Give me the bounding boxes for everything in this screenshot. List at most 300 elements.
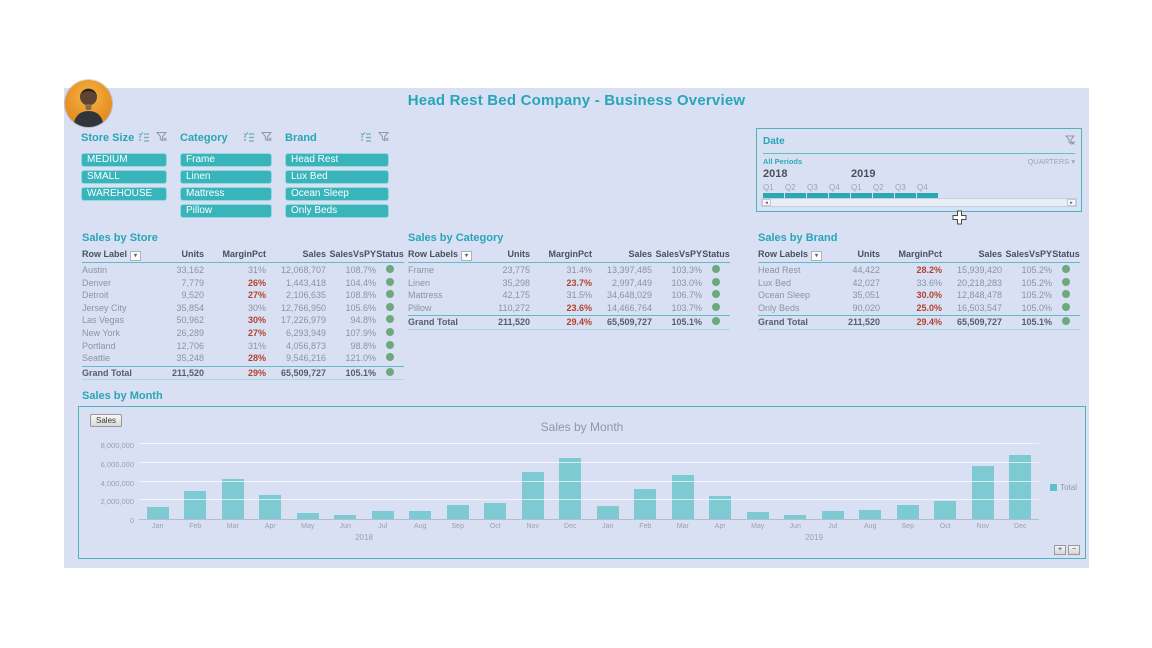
- column-header-salesvspy: SalesVsPY: [329, 249, 376, 260]
- pivot-sales-by-store: [82, 232, 404, 380]
- pivot-header-row: [408, 248, 730, 263]
- slicer-item-only-beds[interactable]: Only Beds: [285, 204, 389, 218]
- status-cell: [702, 316, 730, 329]
- bar-slot: [702, 444, 740, 519]
- units-value: 7,779: [181, 277, 204, 288]
- slicer-item-small[interactable]: SMALL: [81, 170, 167, 184]
- table-row-ocean-sleep: [758, 289, 1080, 302]
- quarter-label-2018-q3[interactable]: Q3: [807, 183, 818, 192]
- margin-pct-value: 30.0%: [916, 290, 942, 301]
- table-row-jersey-city: [82, 302, 404, 315]
- clear-filter-icon[interactable]: [261, 129, 272, 147]
- bar-2019-may: [747, 512, 769, 519]
- month-label-2018-mar: Mar: [226, 523, 239, 530]
- row-label: Mattress: [408, 290, 443, 301]
- collapse-field-button[interactable]: −: [1068, 545, 1080, 555]
- sales-value: 14,466,764: [606, 302, 652, 313]
- month-label-2019-mar: Mar: [676, 523, 689, 530]
- bar-2018-feb: [184, 491, 206, 519]
- slicer-item-medium[interactable]: MEDIUM: [81, 153, 167, 167]
- status-green-icon: [712, 303, 720, 311]
- table-row-lux-bed: [758, 277, 1080, 290]
- sales-value: 13,397,485: [606, 265, 652, 275]
- sales-value: 12,766,950: [280, 302, 326, 313]
- year-label-2018: 2018: [763, 168, 788, 180]
- row-label: Seattle: [82, 353, 111, 364]
- month-label-2018-aug: Aug: [414, 523, 427, 530]
- scroll-left-icon[interactable]: ◂: [762, 199, 771, 206]
- row-label: Ocean Sleep: [758, 290, 811, 301]
- sales-value: 2,997,449: [611, 277, 652, 288]
- month-label-2018-sep: Sep: [451, 523, 464, 530]
- y-tick-8-000-000: 8,000,000: [100, 441, 134, 450]
- status-green-icon: [1062, 317, 1070, 325]
- pivot-sales-by-brand: [758, 232, 1080, 330]
- quarter-label-2018-q1[interactable]: Q1: [763, 183, 774, 192]
- row-label: Lux Bed: [758, 277, 792, 288]
- status-green-icon: [386, 290, 394, 298]
- slicer-brand: [285, 129, 389, 221]
- margin-pct-value: 27%: [247, 290, 266, 301]
- status-cell: [702, 289, 730, 302]
- column-header-marginpct: MarginPct: [898, 249, 942, 260]
- quarter-label-2019-q3[interactable]: Q3: [895, 183, 906, 192]
- chart-title: Sales by Month: [540, 420, 624, 434]
- bar-2018-dec: [559, 458, 581, 519]
- clear-filter-icon[interactable]: [378, 129, 389, 147]
- status-cell: [702, 302, 730, 315]
- status-cell: [1052, 289, 1080, 302]
- row-labels-filter-dropdown[interactable]: ▾: [461, 251, 472, 261]
- pivot-title: Sales by Brand: [758, 232, 838, 244]
- row-labels-filter-dropdown[interactable]: ▾: [130, 251, 141, 261]
- sales-vs-py-value: 94.8%: [350, 315, 376, 326]
- row-labels-header: Row Label ▾: [82, 248, 160, 261]
- sales-value: 16,503,547: [956, 302, 1002, 313]
- units-value: 35,298: [502, 277, 530, 288]
- month-label-2018-oct: Oct: [489, 523, 501, 530]
- quarter-label-2019-q1[interactable]: Q1: [851, 183, 862, 192]
- status-green-icon: [386, 368, 394, 376]
- slicer-title: Store Size: [81, 132, 135, 144]
- sales-value: 1,443,418: [285, 277, 326, 288]
- column-header-units: Units: [857, 249, 880, 260]
- sales-value: 34,648,029: [606, 290, 652, 301]
- gridline: [139, 499, 1039, 500]
- sales-vs-py-value: 103.0%: [671, 277, 702, 288]
- slicer-item-linen[interactable]: Linen: [180, 170, 272, 184]
- bar-2019-oct: [934, 501, 956, 519]
- bar-2019-nov: [972, 466, 994, 519]
- units-value: 211,520: [847, 317, 880, 328]
- row-labels-header: Row Labels ▾: [758, 248, 836, 261]
- grand-total-row: [758, 315, 1080, 330]
- clear-filter-icon[interactable]: [1065, 132, 1075, 150]
- margin-pct-value: 23.7%: [566, 277, 592, 288]
- status-cell: [376, 264, 404, 277]
- bar-slot: [514, 444, 552, 519]
- units-value: 44,422: [852, 265, 880, 275]
- status-green-icon: [386, 278, 394, 286]
- sales-vs-py-value: 105.2%: [1021, 290, 1052, 301]
- bar-slot: [402, 444, 440, 519]
- bar-slot: [327, 444, 365, 519]
- table-row-seattle: [82, 352, 404, 365]
- clear-filter-icon[interactable]: [156, 129, 167, 147]
- table-row-linen: [408, 277, 730, 290]
- table-row-pillow: [408, 302, 730, 315]
- quarter-label-2019-q2[interactable]: Q2: [873, 183, 884, 192]
- date-slicer-title: Date: [763, 135, 785, 147]
- month-label-2019-dec: Dec: [1014, 523, 1027, 530]
- row-label: Head Rest: [758, 265, 801, 275]
- row-label: Only Beds: [758, 302, 800, 313]
- margin-pct-value: 31.4%: [566, 265, 592, 275]
- gridline: [139, 481, 1039, 482]
- column-header-sales: Sales: [302, 249, 326, 260]
- status-cell: [376, 367, 404, 380]
- table-row-head-rest: [758, 264, 1080, 277]
- status-cell: [376, 302, 404, 315]
- bar-2018-nov: [522, 472, 544, 519]
- sales-value: 17,226,979: [280, 315, 326, 326]
- bar-slot: [889, 444, 927, 519]
- row-label: Grand Total: [82, 367, 132, 378]
- bar-slot: [964, 444, 1002, 519]
- x-axis-year-labels: [139, 533, 1039, 542]
- sales-vs-py-value: 105.1%: [1021, 317, 1052, 328]
- bar-slot: [252, 444, 290, 519]
- margin-pct-value: 30%: [247, 315, 266, 326]
- status-cell: [376, 327, 404, 340]
- scroll-right-icon[interactable]: ▸: [1067, 199, 1076, 206]
- sales-vs-py-value: 108.8%: [345, 290, 376, 301]
- slicer-item-frame[interactable]: Frame: [180, 153, 272, 167]
- row-label: Las Vegas: [82, 315, 125, 326]
- bar-slot: [289, 444, 327, 519]
- sales-vs-py-value: 108.7%: [345, 265, 376, 275]
- expand-field-button[interactable]: +: [1054, 545, 1066, 555]
- units-value: 26,289: [176, 327, 204, 338]
- status-green-icon: [1062, 303, 1070, 311]
- sales-vs-py-value: 105.1%: [345, 367, 376, 378]
- table-row-denver: [82, 277, 404, 290]
- row-label: Jersey City: [82, 302, 127, 313]
- bar-2019-sep: [897, 505, 919, 519]
- month-label-2018-jan: Jan: [152, 523, 164, 530]
- pivotchart-buttons: [1054, 545, 1080, 555]
- bar-2019-mar: [672, 475, 694, 519]
- column-header-status: Status: [702, 249, 730, 260]
- bar-slot: [852, 444, 890, 519]
- bar-2018-may: [297, 513, 319, 519]
- sales-value: 65,509,727: [280, 367, 326, 378]
- status-cell: [376, 352, 404, 365]
- slicer-item-warehouse[interactable]: WAREHOUSE: [81, 187, 167, 201]
- legend-swatch-total: [1050, 484, 1057, 491]
- status-cell: [1052, 264, 1080, 277]
- slicer-item-mattress[interactable]: Mattress: [180, 187, 272, 201]
- bar-slot: [627, 444, 665, 519]
- bar-slot: [439, 444, 477, 519]
- bar-2018-sep: [447, 505, 469, 519]
- sales-vs-py-value: 103.7%: [671, 302, 702, 313]
- gridline: [139, 462, 1039, 463]
- bar-2018-jul: [372, 511, 394, 519]
- bar-slot: [589, 444, 627, 519]
- bar-2018-oct: [484, 503, 506, 519]
- column-header-salesvspy: SalesVsPY: [1005, 249, 1052, 260]
- bar-slot: [364, 444, 402, 519]
- bar-slot: [664, 444, 702, 519]
- month-label-2018-nov: Nov: [526, 523, 539, 530]
- page-title: Head Rest Bed Company - Business Overview: [407, 92, 746, 109]
- pivot-title: Sales by Category: [408, 232, 504, 244]
- units-value: 12,706: [176, 340, 204, 351]
- month-label-2018-dec: Dec: [564, 523, 577, 530]
- sales-vs-py-value: 105.0%: [1021, 302, 1052, 313]
- sales-value: 12,848,478: [956, 290, 1002, 301]
- bar-slot: [177, 444, 215, 519]
- column-header-status: Status: [376, 249, 404, 260]
- margin-pct-value: 29.4%: [916, 317, 942, 328]
- table-row-frame: [408, 264, 730, 277]
- table-row-new-york: [82, 327, 404, 340]
- units-value: 33,162: [176, 265, 204, 275]
- sales-value: 6,293,949: [285, 327, 326, 338]
- y-tick-2-000-000: 2,000,000: [100, 497, 134, 507]
- sales-value: 4,056,873: [285, 340, 326, 351]
- column-header-units: Units: [181, 249, 204, 260]
- quarter-label-2018-q2[interactable]: Q2: [785, 183, 796, 192]
- margin-pct-value: 31.5%: [566, 290, 592, 301]
- column-header-salesvspy: SalesVsPY: [655, 249, 702, 260]
- bar-2019-jan: [597, 506, 619, 519]
- units-value: 9,520: [181, 290, 204, 301]
- sales-value: 9,546,216: [285, 353, 326, 364]
- row-label: Denver: [82, 277, 112, 288]
- gridline: [139, 443, 1039, 444]
- units-value: 211,520: [171, 367, 204, 378]
- margin-pct-value: 33.6%: [916, 277, 942, 288]
- status-green-icon: [1062, 278, 1070, 286]
- row-label: Detroit: [82, 290, 109, 301]
- chevron-down-icon: ▾: [1071, 157, 1075, 166]
- timeline-years: [763, 168, 1075, 181]
- quarter-label-2019-q4[interactable]: Q4: [917, 183, 928, 192]
- row-labels-header: Row Labels ▾: [408, 248, 486, 261]
- margin-pct-value: 25.0%: [916, 302, 942, 313]
- grand-total-row: [82, 366, 404, 381]
- slicer-item-pillow[interactable]: Pillow: [180, 204, 272, 218]
- status-green-icon: [386, 303, 394, 311]
- status-cell: [376, 314, 404, 327]
- bar-2019-aug: [859, 510, 881, 519]
- month-label-2018-feb: Feb: [189, 523, 202, 530]
- granularity-dropdown[interactable]: QUARTERS ▾: [1027, 157, 1075, 166]
- bars-area: [139, 445, 1039, 520]
- sales-vs-py-value: 103.3%: [671, 265, 702, 275]
- table-row-mattress: [408, 289, 730, 302]
- margin-pct-value: 26%: [247, 277, 266, 288]
- column-header-status: Status: [1052, 249, 1080, 260]
- bar-slot: [777, 444, 815, 519]
- column-header-marginpct: MarginPct: [548, 249, 592, 260]
- status-green-icon: [386, 315, 394, 323]
- status-green-icon: [712, 265, 720, 273]
- margin-pct-value: 31%: [247, 340, 266, 351]
- margin-pct-value: 23.6%: [566, 302, 592, 313]
- row-label: Grand Total: [758, 317, 808, 328]
- units-value: 23,775: [502, 265, 530, 275]
- bar-slot: [1002, 444, 1040, 519]
- margin-pct-value: 31%: [247, 265, 266, 275]
- status-cell: [376, 277, 404, 290]
- year-group-label-2018: 2018: [355, 533, 373, 542]
- sales-vs-py-value: 105.1%: [671, 317, 702, 328]
- units-value: 42,175: [502, 290, 530, 301]
- units-value: 35,248: [176, 353, 204, 364]
- sales-value: 20,218,283: [956, 277, 1002, 288]
- month-label-2019-aug: Aug: [864, 523, 877, 530]
- status-cell: [702, 277, 730, 290]
- status-green-icon: [386, 341, 394, 349]
- multi-select-icon[interactable]: [138, 129, 150, 147]
- bar-slot: [139, 444, 177, 519]
- margin-pct-value: 28%: [247, 353, 266, 364]
- column-header-marginpct: MarginPct: [222, 249, 266, 260]
- sales-vs-py-value: 107.9%: [345, 327, 376, 338]
- bar-slot: [927, 444, 965, 519]
- margin-pct-value: 30%: [247, 302, 266, 313]
- pivot-sales-by-category: [408, 232, 730, 330]
- y-tick-0: 0: [129, 516, 134, 525]
- units-value: 211,520: [497, 317, 530, 328]
- status-green-icon: [712, 290, 720, 298]
- slicer-category: [180, 129, 272, 221]
- bar-slot: [477, 444, 515, 519]
- sales-vs-py-value: 98.8%: [350, 340, 376, 351]
- year-group-label-2019: 2019: [805, 533, 823, 542]
- table-row-las-vegas: [82, 314, 404, 327]
- row-label: Portland: [82, 340, 116, 351]
- column-header-sales: Sales: [628, 249, 652, 260]
- sales-value: 2,106,635: [285, 290, 326, 301]
- status-green-icon: [386, 328, 394, 336]
- margin-pct-value: 29%: [247, 367, 266, 378]
- table-row-detroit: [82, 289, 404, 302]
- status-cell: [1052, 302, 1080, 315]
- pivot-header-row: [82, 248, 404, 263]
- margin-pct-value: 28.2%: [916, 265, 942, 275]
- status-cell: [376, 340, 404, 353]
- sales-value: 15,939,420: [956, 265, 1002, 275]
- bar-2018-aug: [409, 511, 431, 519]
- pivot-header-row: [758, 248, 1080, 263]
- status-cell: [702, 264, 730, 277]
- slicer-store-size: [81, 129, 167, 204]
- month-label-2018-apr: Apr: [264, 523, 276, 530]
- month-label-2019-jan: Jan: [602, 523, 614, 530]
- month-label-2019-oct: Oct: [939, 523, 951, 530]
- multi-select-icon[interactable]: [243, 129, 255, 147]
- status-green-icon: [1062, 290, 1070, 298]
- month-label-2018-jul: Jul: [378, 523, 388, 530]
- quarter-label-2018-q4[interactable]: Q4: [829, 183, 840, 192]
- units-value: 35,854: [176, 302, 204, 313]
- status-green-icon: [712, 278, 720, 286]
- month-label-2019-sep: Sep: [901, 523, 914, 530]
- month-label-2019-jul: Jul: [828, 523, 838, 530]
- bar-2018-jun: [334, 515, 356, 519]
- grand-total-row: [408, 315, 730, 330]
- status-cell: [376, 289, 404, 302]
- bar-2019-dec: [1009, 455, 1031, 519]
- slicer-item-ocean-sleep[interactable]: Ocean Sleep: [285, 187, 389, 201]
- units-value: 90,020: [852, 302, 880, 313]
- table-row-portland: [82, 340, 404, 353]
- sales-vs-py-value: 105.6%: [345, 302, 376, 313]
- column-header-sales: Sales: [978, 249, 1002, 260]
- units-value: 50,962: [176, 315, 204, 326]
- sales-value: 65,509,727: [606, 317, 652, 328]
- status-green-icon: [386, 353, 394, 361]
- units-value: 35,051: [852, 290, 880, 301]
- legend-label: Total: [1060, 483, 1077, 492]
- units-value: 42,027: [852, 277, 880, 288]
- sales-vs-py-value: 105.2%: [1021, 277, 1052, 288]
- month-label-2019-may: May: [751, 523, 765, 530]
- bar-slot: [814, 444, 852, 519]
- month-label-2018-jun: Jun: [339, 523, 351, 530]
- slicer-item-head-rest[interactable]: Head Rest: [285, 153, 389, 167]
- row-labels-filter-dropdown[interactable]: ▾: [811, 251, 822, 261]
- pivotchart-field-button[interactable]: Sales: [90, 414, 122, 427]
- margin-pct-value: 29.4%: [566, 317, 592, 328]
- row-label: Linen: [408, 277, 431, 288]
- chart-section-title: Sales by Month: [82, 390, 163, 402]
- y-tick-4-000-000: 4,000,000: [100, 478, 134, 488]
- row-label: Grand Total: [408, 317, 458, 328]
- status-green-icon: [1062, 265, 1070, 273]
- year-label-2019: 2019: [851, 168, 876, 180]
- multi-select-icon[interactable]: [360, 129, 372, 147]
- month-label-2019-nov: Nov: [976, 523, 989, 530]
- month-label-2019-jun: Jun: [789, 523, 801, 530]
- row-label: Austin: [82, 265, 108, 275]
- table-row-only-beds: [758, 302, 1080, 315]
- row-label: New York: [82, 327, 121, 338]
- bar-slot: [214, 444, 252, 519]
- month-label-2019-apr: Apr: [714, 523, 726, 530]
- x-axis-month-labels: [139, 523, 1039, 530]
- status-green-icon: [712, 317, 720, 325]
- column-header-units: Units: [507, 249, 530, 260]
- sales-vs-py-value: 104.4%: [345, 277, 376, 288]
- timeline-scrollbar[interactable]: [761, 198, 1077, 207]
- status-cell: [1052, 277, 1080, 290]
- bar-2018-jan: [147, 507, 169, 519]
- bar-slot: [739, 444, 777, 519]
- sales-vs-py-value: 106.7%: [671, 290, 702, 301]
- slicer-title: Brand: [285, 132, 317, 144]
- units-value: 110,272: [498, 302, 530, 313]
- slicer-item-lux-bed[interactable]: Lux Bed: [285, 170, 389, 184]
- timeline-quarter-labels: [763, 183, 1075, 192]
- row-label: Frame: [408, 265, 435, 275]
- status-green-icon: [386, 265, 394, 273]
- chart-legend: [1050, 483, 1077, 492]
